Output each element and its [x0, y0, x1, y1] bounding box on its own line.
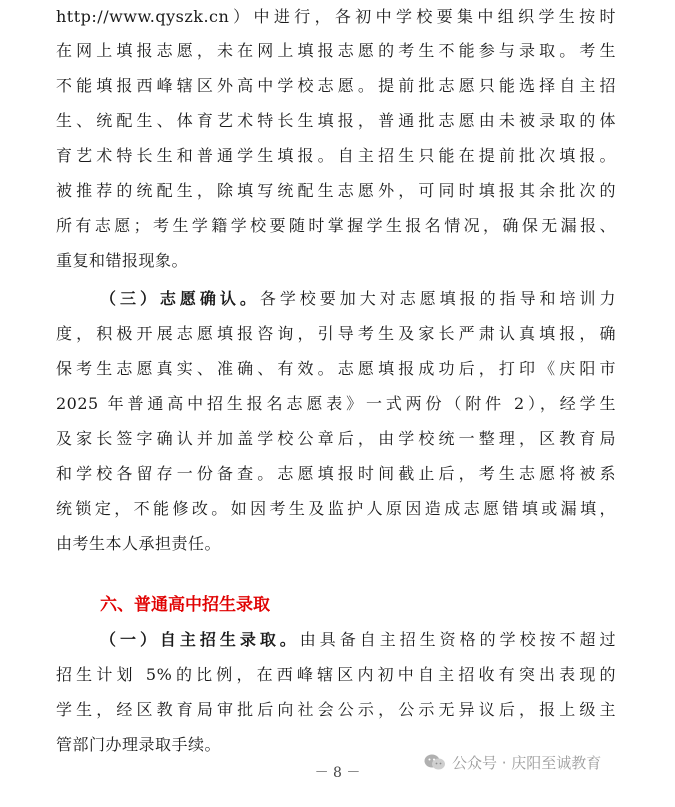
body-line: 所有志愿；考生学籍学校要随时掌握学生报名情况，确保无漏报、: [56, 216, 616, 235]
section-6-heading: 六、普通高中招生录取: [100, 595, 270, 615]
body-line: 育艺术特长生和普通学生填报。自主招生只能在提前批次填报。: [56, 146, 616, 165]
body-line: 统锁定，不能修改。如因考生及监护人原因造成志愿错填或漏填，: [56, 499, 616, 518]
body-line: 学生，经区教育局审批后向社会公示，公示无异议后，报上级主: [56, 700, 616, 719]
body-line: 在网上填报志愿，未在网上填报志愿的考生不能参与录取。考生: [56, 41, 616, 60]
body-line: 重复和错报现象。: [56, 251, 189, 270]
section-6-1-title: （一）自主招生录取。: [100, 630, 300, 649]
section-3-title: （三）志愿确认。: [100, 289, 260, 308]
body-line: 2025 年普通高中招生报名志愿表》一式两份（附件 2），经学生: [56, 394, 616, 413]
body-line: 和学校各留存一份备查。志愿填报时间截止后，考生志愿将被系: [56, 464, 616, 483]
section-6-1-first-line: [100, 623, 616, 657]
body-line: http://www.qyszk.cn）中进行，各初中学校要集中组织学生按时: [56, 7, 616, 26]
page-number: － 8 －: [314, 765, 361, 781]
body-line: 度，积极开展志愿填报咨询，引导考生及家长严肃认真填报，确: [56, 324, 616, 343]
section-6-1-text: 由具备自主招生资格的学校按不超过: [299, 630, 616, 649]
body-line: 及家长签字确认并加盖学校公章后，由学校统一整理，区教育局: [56, 429, 616, 448]
body-line: 不能填报西峰辖区外高中学校志愿。提前批志愿只能选择自主招: [56, 76, 616, 95]
body-line: 生、统配生、体育艺术特长生填报，普通批志愿由未被录取的体: [56, 111, 616, 130]
wechat-icon: [424, 753, 446, 771]
section-3-first-line: [100, 282, 616, 316]
watermark: [424, 751, 601, 773]
watermark-text: 公众号 · 庆阳至诚教育: [452, 753, 602, 772]
body-line: 保考生志愿真实、准确、有效。志愿填报成功后，打印《庆阳市: [56, 359, 616, 378]
section-3-text: 各学校要加大对志愿填报的指导和培训力: [259, 289, 616, 308]
body-line: 招生计划 5%的比例，在西峰辖区内初中自主招收有突出表现的: [56, 665, 616, 684]
body-line: 由考生本人承担责任。: [56, 534, 222, 553]
body-line: 管部门办理录取手续。: [56, 735, 222, 754]
body-line: 被推荐的统配生，除填写统配生志愿外，可同时填报其余批次的: [56, 181, 616, 200]
